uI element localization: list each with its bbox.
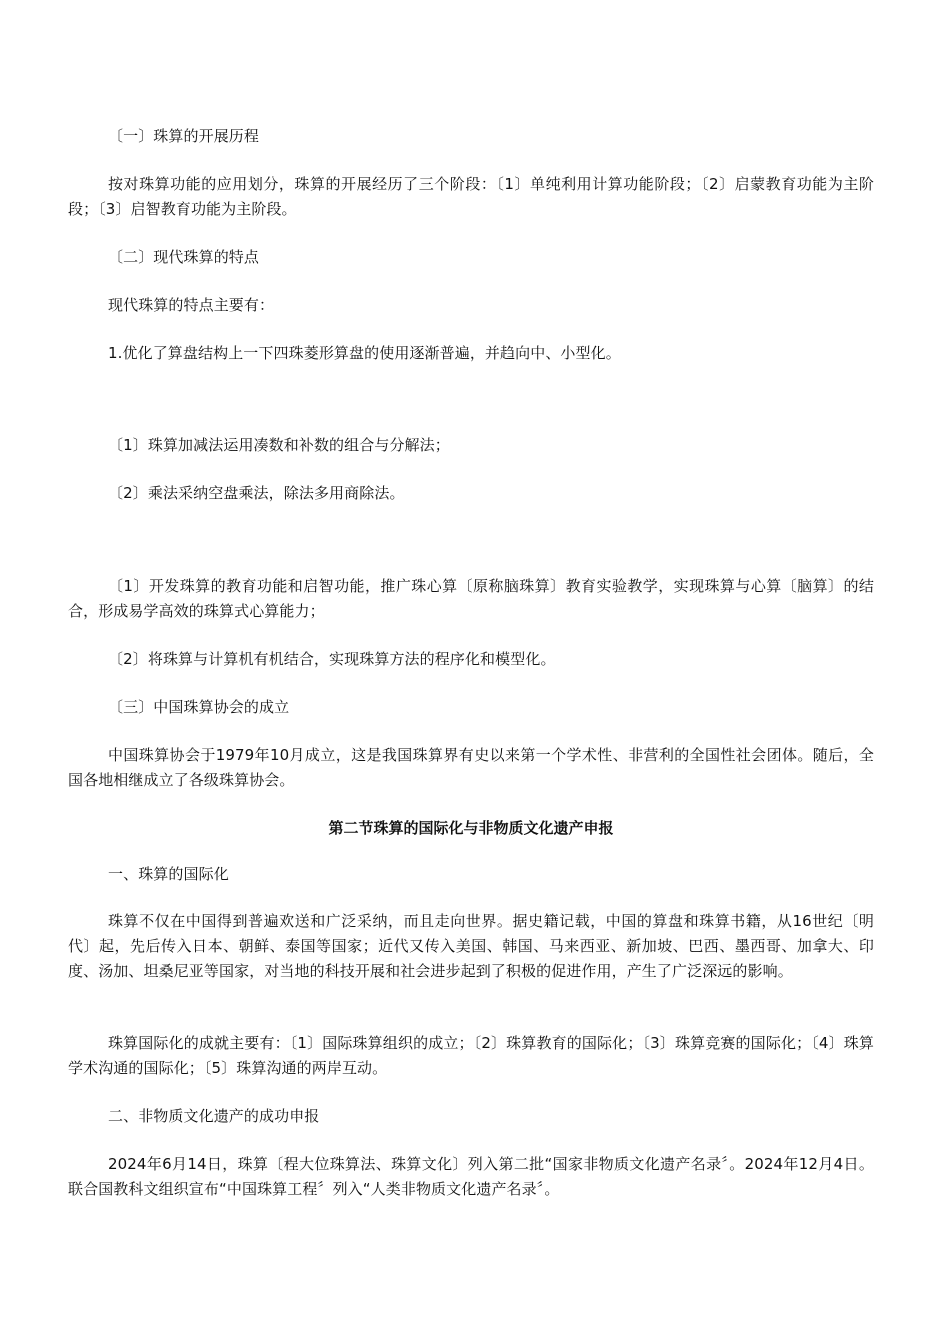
- subheading-modern-features: 〔二〕现代珠算的特点: [108, 248, 260, 266]
- paragraph-computer-integration: 〔2〕将珠算与计算机有机结合，实现珠算方法的程序化和模型化。: [108, 650, 556, 668]
- paragraph-association-founded: 中国珠算协会于1979年10月成立，这是我国珠算界有史以来第一个学术性、非营利的全国性社会团体。随后，全国各地相继成立了各级珠算协会。: [68, 746, 874, 789]
- paragraph-spread-worldwide: 珠算不仅在中国得到普遍欢送和广泛采纳，而且走向世界。据史籍记载，中国的算盘和珠算书籍，从16世纪〔明代〕起，先后传入日本、朝鲜、泰国等国家；近代又传入美国、韩国、马来西亚、新加坡、巴西、墨西哥、加拿大、印度、汤加、坦桑尼亚等国家，对当地的科技开展和社会进步起到了积极的促进作用，产生了广泛深远的影响。: [68, 912, 874, 980]
- subheading-heritage-application: 二、非物质文化遗产的成功申报: [108, 1107, 320, 1125]
- paragraph-development-stages: 按对珠算功能的应用划分，珠算的开展经历了三个阶段：〔1〕单纯利用计算功能阶段；〔2〕启蒙教育功能为主阶段；〔3〕启智教育功能为主阶段。: [68, 175, 874, 218]
- subheading-development-history: 〔一〕珠算的开展历程: [108, 127, 260, 145]
- subheading-association: 〔三〕中国珠算协会的成立: [108, 698, 290, 716]
- section-title: 第二节珠算的国际化与非物质文化遗产申报: [328, 819, 614, 837]
- paragraph-educational-function: 〔1〕开发珠算的教育功能和启智功能，推广珠心算〔原称脑珠算〕教育实验教学，实现珠算与心算〔脑算〕的结合，形成易学高效的珠算式心算能力；: [68, 577, 874, 620]
- paragraph-heritage-listing: 2024年6月14日，珠算〔程大位珠算法、珠算文化〕列入第二批“国家非物质文化遗产名录〞。2024年12月4日。联合国教科文组织宣布“中国珠算工程〞列入“人类非物质文化遗产名录〞。: [68, 1155, 874, 1198]
- subheading-internationalization: 一、珠算的国际化: [108, 865, 229, 883]
- paragraph-multiplication-method: 〔2〕乘法采纳空盘乘法，除法多用商除法。: [108, 484, 405, 502]
- paragraph-international-achievements: 珠算国际化的成就主要有：〔1〕国际珠算组织的成立；〔2〕珠算教育的国际化；〔3〕珠算竞赛的国际化；〔4〕珠算学术沟通的国际化；〔5〕珠算沟通的两岸互动。: [68, 1034, 874, 1077]
- paragraph-feature-1: 1.优化了算盘结构上一下四珠菱形算盘的使用逐渐普遍，并趋向中、小型化。: [108, 344, 621, 362]
- paragraph-features-intro: 现代珠算的特点主要有：: [108, 296, 275, 314]
- paragraph-addition-method: 〔1〕珠算加减法运用凑数和补数的组合与分解法；: [108, 436, 450, 454]
